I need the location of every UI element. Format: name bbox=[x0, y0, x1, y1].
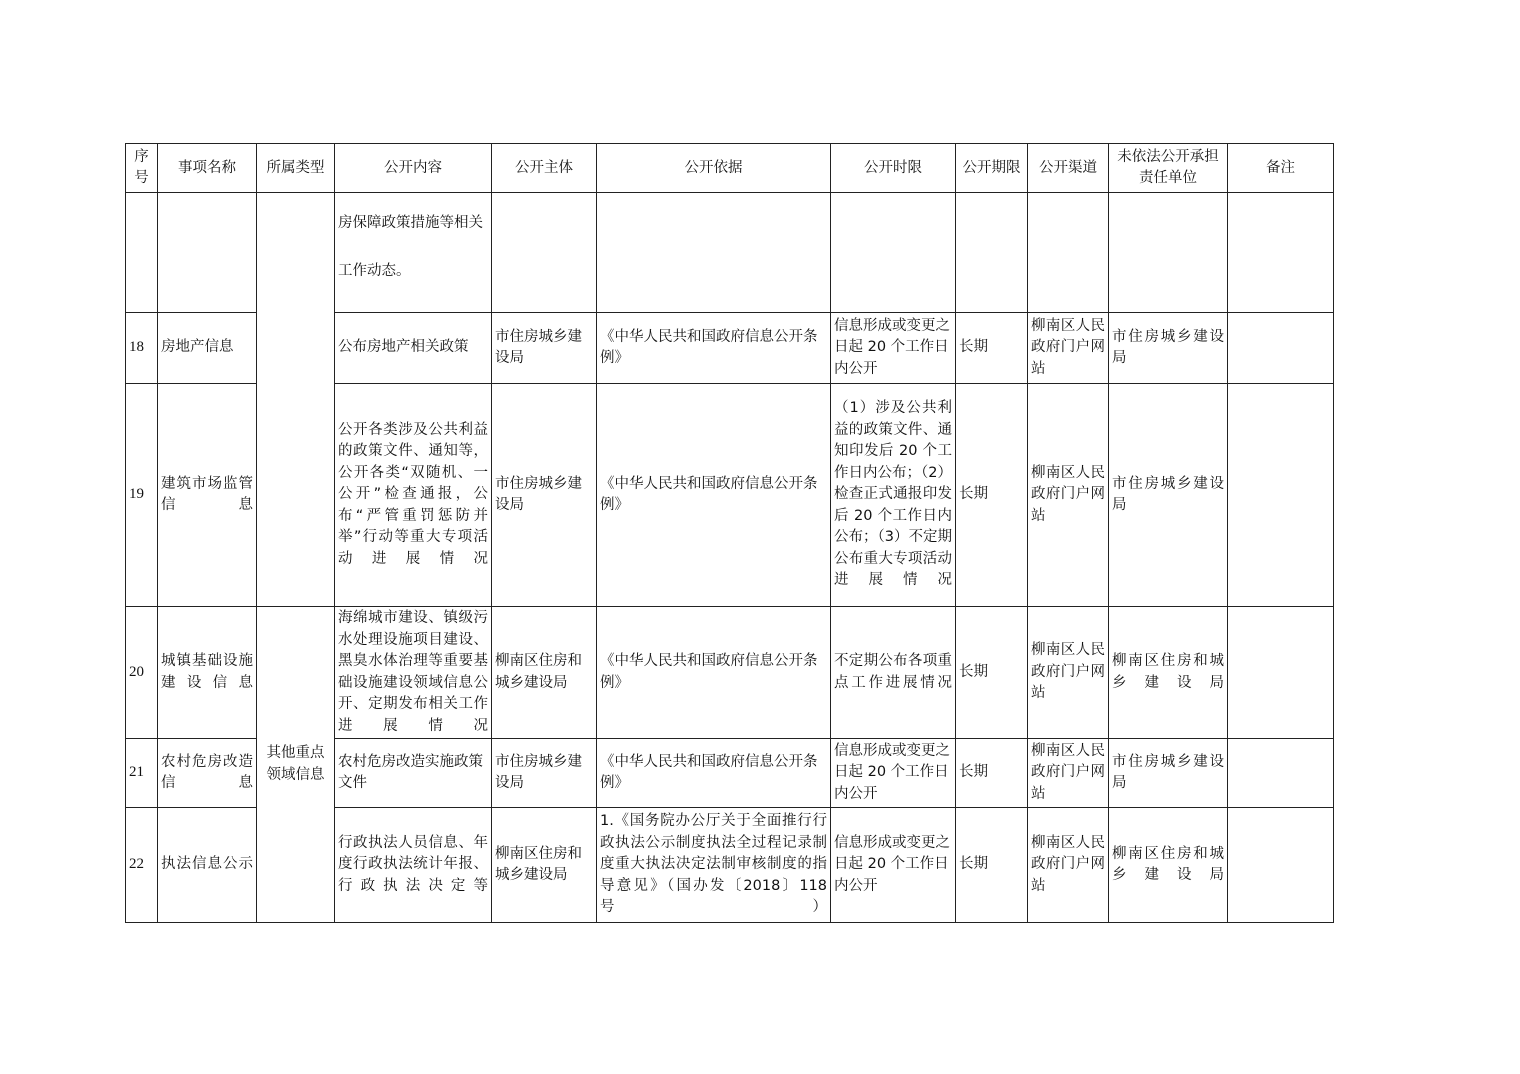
row-period bbox=[956, 193, 1028, 313]
row-period: 长期 bbox=[956, 808, 1028, 923]
row-period: 长期 bbox=[956, 607, 1028, 739]
row-responsible: 柳南区住房和城乡建设局 bbox=[1109, 607, 1228, 739]
row-time-limit: 信息形成或变更之日起 20 个工作日内公开 bbox=[831, 808, 956, 923]
header-row bbox=[126, 144, 1334, 193]
row-remark bbox=[1228, 607, 1334, 739]
row-channel: 柳南区人民政府门户网站 bbox=[1028, 607, 1109, 739]
header-channel: 公开渠道 bbox=[1028, 144, 1109, 193]
row-subject: 市住房城乡建设局 bbox=[492, 739, 597, 808]
header-type: 所属类型 bbox=[257, 144, 335, 193]
row-content: 公布房地产相关政策 bbox=[335, 313, 492, 384]
row-basis: 《中华人民共和国政府信息公开条例》 bbox=[597, 739, 831, 808]
row-period: 长期 bbox=[956, 384, 1028, 607]
header-remark: 备注 bbox=[1228, 144, 1334, 193]
row-content: 房保障政策措施等相关工作动态。 bbox=[335, 193, 492, 313]
row-time-limit: 信息形成或变更之日起 20 个工作日内公开 bbox=[831, 739, 956, 808]
row-remark bbox=[1228, 739, 1334, 808]
row-basis: 1.《国务院办公厅关于全面推行行政执法公示制度执法全过程记录制度重大执法决定法制审核制度的指导意见》（国办发〔2018〕118 号） bbox=[597, 808, 831, 923]
row-time-limit: 不定期公布各项重点工作进展情况 bbox=[831, 607, 956, 739]
row-remark bbox=[1228, 808, 1334, 923]
row-time-limit bbox=[831, 193, 956, 313]
row-name bbox=[158, 193, 257, 313]
row-responsible: 市住房城乡建设局 bbox=[1109, 313, 1228, 384]
row-seq: 22 bbox=[126, 808, 158, 923]
row-name: 执法信息公示 bbox=[158, 808, 257, 923]
disclosure-table bbox=[125, 143, 1334, 923]
header-name: 事项名称 bbox=[158, 144, 257, 193]
row-responsible: 市住房城乡建设局 bbox=[1109, 739, 1228, 808]
row-seq bbox=[126, 193, 158, 313]
row-subject: 柳南区住房和城乡建设局 bbox=[492, 607, 597, 739]
row-basis: 《中华人民共和国政府信息公开条例》 bbox=[597, 384, 831, 607]
header-seq: 序号 bbox=[126, 144, 158, 193]
row-seq: 20 bbox=[126, 607, 158, 739]
row-seq: 18 bbox=[126, 313, 158, 384]
header-subject: 公开主体 bbox=[492, 144, 597, 193]
row-remark bbox=[1228, 384, 1334, 607]
row-channel: 柳南区人民政府门户网站 bbox=[1028, 808, 1109, 923]
row-name: 农村危房改造信息 bbox=[158, 739, 257, 808]
table-row bbox=[126, 193, 1334, 313]
row-seq: 21 bbox=[126, 739, 158, 808]
type-cell bbox=[257, 193, 335, 607]
row-time-limit: （1）涉及公共利益的政策文件、通知印发后 20 个工作日内公布；（2）检查正式通报印发后 20 个工作日内公布；（3）不定期公布重大专项活动进展情况 bbox=[831, 384, 956, 607]
row-responsible: 柳南区住房和城乡建设局 bbox=[1109, 808, 1228, 923]
row-name: 建筑市场监管信息 bbox=[158, 384, 257, 607]
row-remark bbox=[1228, 193, 1334, 313]
row-responsible bbox=[1109, 193, 1228, 313]
header-responsible: 未依法公开承担责任单位 bbox=[1109, 144, 1228, 193]
row-channel: 柳南区人民政府门户网站 bbox=[1028, 739, 1109, 808]
row-seq: 19 bbox=[126, 384, 158, 607]
row-basis: 《中华人民共和国政府信息公开条例》 bbox=[597, 313, 831, 384]
row-name: 房地产信息 bbox=[158, 313, 257, 384]
row-basis bbox=[597, 193, 831, 313]
row-time-limit: 信息形成或变更之日起 20 个工作日内公开 bbox=[831, 313, 956, 384]
row-content: 农村危房改造实施政策文件 bbox=[335, 739, 492, 808]
row-content: 行政执法人员信息、年度行政执法统计年报、行政执法决定等 bbox=[335, 808, 492, 923]
row-period: 长期 bbox=[956, 313, 1028, 384]
row-channel: 柳南区人民政府门户网站 bbox=[1028, 384, 1109, 607]
row-basis: 《中华人民共和国政府信息公开条例》 bbox=[597, 607, 831, 739]
row-channel bbox=[1028, 193, 1109, 313]
row-content: 公开各类涉及公共利益的政策文件、通知等，公开各类“双随机、一公开”检查通报，公布“严管重罚惩防并举”行动等重大专项活动进展情况 bbox=[335, 384, 492, 607]
header-content: 公开内容 bbox=[335, 144, 492, 193]
row-subject: 市住房城乡建设局 bbox=[492, 384, 597, 607]
row-subject bbox=[492, 193, 597, 313]
row-content: 海绵城市建设、镇级污水处理设施项目建设、黑臭水体治理等重要基础设施建设领域信息公开、定期发布相关工作进展情况 bbox=[335, 607, 492, 739]
row-subject: 市住房城乡建设局 bbox=[492, 313, 597, 384]
row-responsible: 市住房城乡建设局 bbox=[1109, 384, 1228, 607]
row-remark bbox=[1228, 313, 1334, 384]
row-period: 长期 bbox=[956, 739, 1028, 808]
row-subject: 柳南区住房和城乡建设局 bbox=[492, 808, 597, 923]
header-basis: 公开依据 bbox=[597, 144, 831, 193]
header-time-limit: 公开时限 bbox=[831, 144, 956, 193]
type-cell: 其他重点领域信息 bbox=[257, 607, 335, 923]
row-name: 城镇基础设施建设信息 bbox=[158, 607, 257, 739]
row-channel: 柳南区人民政府门户网站 bbox=[1028, 313, 1109, 384]
table-row bbox=[126, 607, 1334, 739]
header-period: 公开期限 bbox=[956, 144, 1028, 193]
